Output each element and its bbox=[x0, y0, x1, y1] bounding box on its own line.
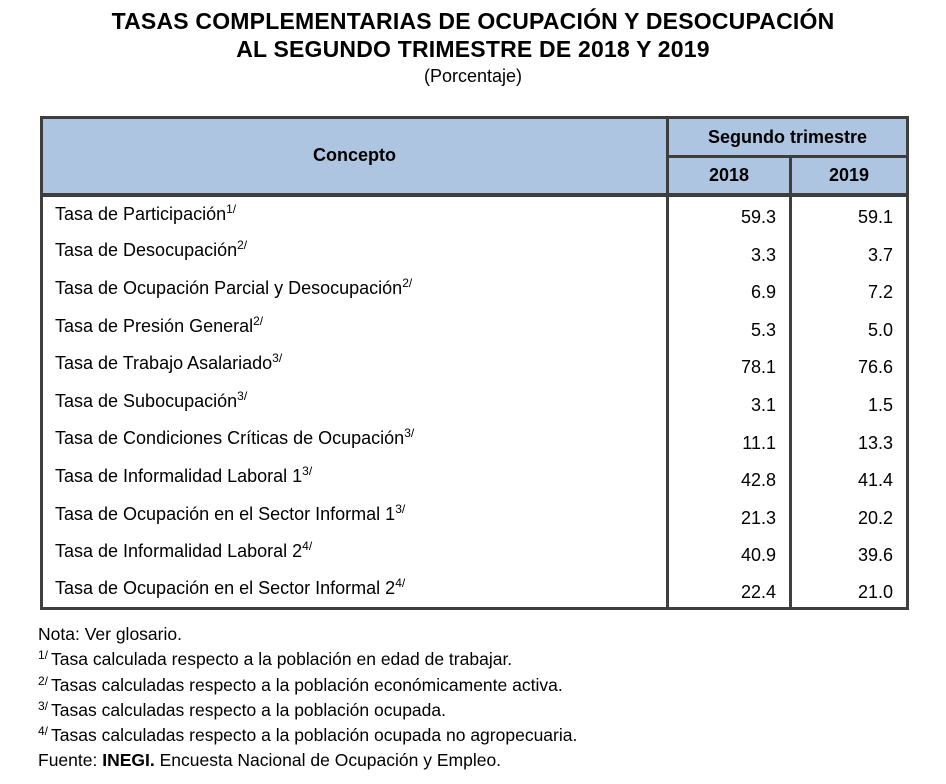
concept-cell bbox=[42, 270, 668, 308]
footnote-marker: 3/ bbox=[272, 351, 283, 366]
table-row bbox=[42, 307, 908, 345]
footnote-line bbox=[38, 698, 918, 723]
concept-cell bbox=[42, 533, 668, 571]
value-2018: 5.3 bbox=[668, 307, 791, 345]
concept-label: Tasa de Subocupación bbox=[55, 390, 238, 411]
concept-label: Tasa de Ocupación en el Sector Informal 1 bbox=[55, 503, 396, 524]
footnote-marker: 4/ bbox=[395, 575, 406, 590]
value-2019: 5.0 bbox=[791, 307, 908, 345]
value-2019: 41.4 bbox=[791, 458, 908, 496]
concept-cell bbox=[42, 382, 668, 420]
table-row bbox=[42, 420, 908, 458]
source-label: Fuente: bbox=[38, 750, 103, 771]
concept-label: Tasa de Condiciones Críticas de Ocupación bbox=[55, 428, 405, 449]
value-2019: 21.0 bbox=[791, 570, 908, 608]
concept-cell bbox=[42, 195, 668, 233]
concept-label: Tasa de Informalidad Laboral 2 bbox=[55, 541, 303, 562]
value-2018: 78.1 bbox=[668, 345, 791, 383]
concept-label: Tasa de Ocupación en el Sector Informal 2 bbox=[55, 577, 396, 598]
footnote-marker: 3/ bbox=[404, 426, 415, 441]
table-header bbox=[42, 118, 908, 195]
value-2018: 22.4 bbox=[668, 570, 791, 608]
footnotes bbox=[38, 622, 918, 774]
footnote-marker: 2/ bbox=[402, 275, 413, 290]
value-2019: 39.6 bbox=[791, 533, 908, 571]
page-title-line2: AL SEGUNDO TRIMESTRE DE 2018 Y 2019 bbox=[236, 36, 710, 62]
value-2018: 3.1 bbox=[668, 382, 791, 420]
footnote-marker: 4/ bbox=[302, 539, 313, 554]
concept-label: Tasa de Informalidad Laboral 1 bbox=[55, 465, 303, 486]
value-2018: 42.8 bbox=[668, 458, 791, 496]
footnote-line bbox=[38, 647, 918, 672]
value-2019: 59.1 bbox=[791, 195, 908, 233]
concept-label: Tasa de Ocupación Parcial y Desocupación bbox=[55, 277, 403, 298]
source-name: INEGI. bbox=[102, 750, 155, 771]
table-row bbox=[42, 570, 908, 608]
table-row bbox=[42, 495, 908, 533]
concept-cell bbox=[42, 420, 668, 458]
table-body bbox=[42, 195, 908, 609]
value-2019: 13.3 bbox=[791, 420, 908, 458]
title-block bbox=[0, 0, 946, 88]
concept-cell bbox=[42, 345, 668, 383]
footnote-line bbox=[38, 673, 918, 698]
footnote-text: Tasas calculadas respecto a la población ocupada no agropecuaria. bbox=[51, 725, 578, 746]
value-2019: 20.2 bbox=[791, 495, 908, 533]
page-title bbox=[0, 7, 946, 63]
table-row bbox=[42, 232, 908, 270]
concept-cell bbox=[42, 570, 668, 608]
footnote-marker: 1/ bbox=[38, 648, 49, 663]
value-2019: 1.5 bbox=[791, 382, 908, 420]
concept-label: Tasa de Desocupación bbox=[55, 240, 238, 261]
footnote-marker: 3/ bbox=[302, 463, 313, 478]
table-row bbox=[42, 458, 908, 496]
footnote-marker: 3/ bbox=[237, 388, 248, 403]
value-2018: 40.9 bbox=[668, 533, 791, 571]
value-2019: 76.6 bbox=[791, 345, 908, 383]
footnote-text: Tasas calculadas respecto a la población económicamente activa. bbox=[51, 674, 563, 695]
table-row bbox=[42, 382, 908, 420]
header-segundo-trimestre: Segundo trimestre bbox=[668, 118, 908, 157]
table-row bbox=[42, 345, 908, 383]
footnote-text: Tasa calculada respecto a la población en edad de trabajar. bbox=[51, 649, 513, 670]
note-glosario: Nota: Ver glosario. bbox=[38, 624, 182, 644]
footnote-line bbox=[38, 723, 918, 748]
footnote-text: Tasas calculadas respecto a la población ocupada. bbox=[51, 699, 446, 720]
footnote-marker: 1/ bbox=[226, 201, 237, 216]
footnote-marker: 3/ bbox=[38, 698, 49, 713]
value-2018: 21.3 bbox=[668, 495, 791, 533]
value-2018: 59.3 bbox=[668, 195, 791, 233]
value-2019: 7.2 bbox=[791, 270, 908, 308]
table-row bbox=[42, 270, 908, 308]
concept-label: Tasa de Presión General bbox=[55, 315, 254, 336]
concept-cell bbox=[42, 232, 668, 270]
concept-label: Tasa de Trabajo Asalariado bbox=[55, 353, 273, 374]
header-2019: 2019 bbox=[791, 157, 908, 195]
rates-table bbox=[40, 116, 909, 610]
source-text: Encuesta Nacional de Ocupación y Empleo. bbox=[154, 750, 502, 771]
source-line bbox=[38, 748, 918, 773]
footnote-marker: 3/ bbox=[395, 501, 406, 516]
footnote-marker: 4/ bbox=[38, 724, 49, 739]
concept-cell bbox=[42, 458, 668, 496]
header-concept: Concepto bbox=[42, 118, 668, 195]
footnote-marker: 2/ bbox=[253, 313, 264, 328]
value-2019: 3.7 bbox=[791, 232, 908, 270]
header-2018: 2018 bbox=[668, 157, 791, 195]
value-2018: 6.9 bbox=[668, 270, 791, 308]
concept-cell bbox=[42, 307, 668, 345]
page-title-line1: TASAS COMPLEMENTARIAS DE OCUPACIÓN Y DESOCUPACIÓN bbox=[111, 8, 835, 34]
value-2018: 11.1 bbox=[668, 420, 791, 458]
value-2018: 3.3 bbox=[668, 232, 791, 270]
footnote-marker: 2/ bbox=[237, 238, 248, 253]
table-row bbox=[42, 533, 908, 571]
concept-label: Tasa de Participación bbox=[55, 203, 227, 224]
footnote-list bbox=[38, 647, 918, 748]
table-row bbox=[42, 195, 908, 233]
footnote-marker: 2/ bbox=[38, 673, 49, 688]
concept-cell bbox=[42, 495, 668, 533]
page-subtitle: (Porcentaje) bbox=[423, 66, 523, 86]
